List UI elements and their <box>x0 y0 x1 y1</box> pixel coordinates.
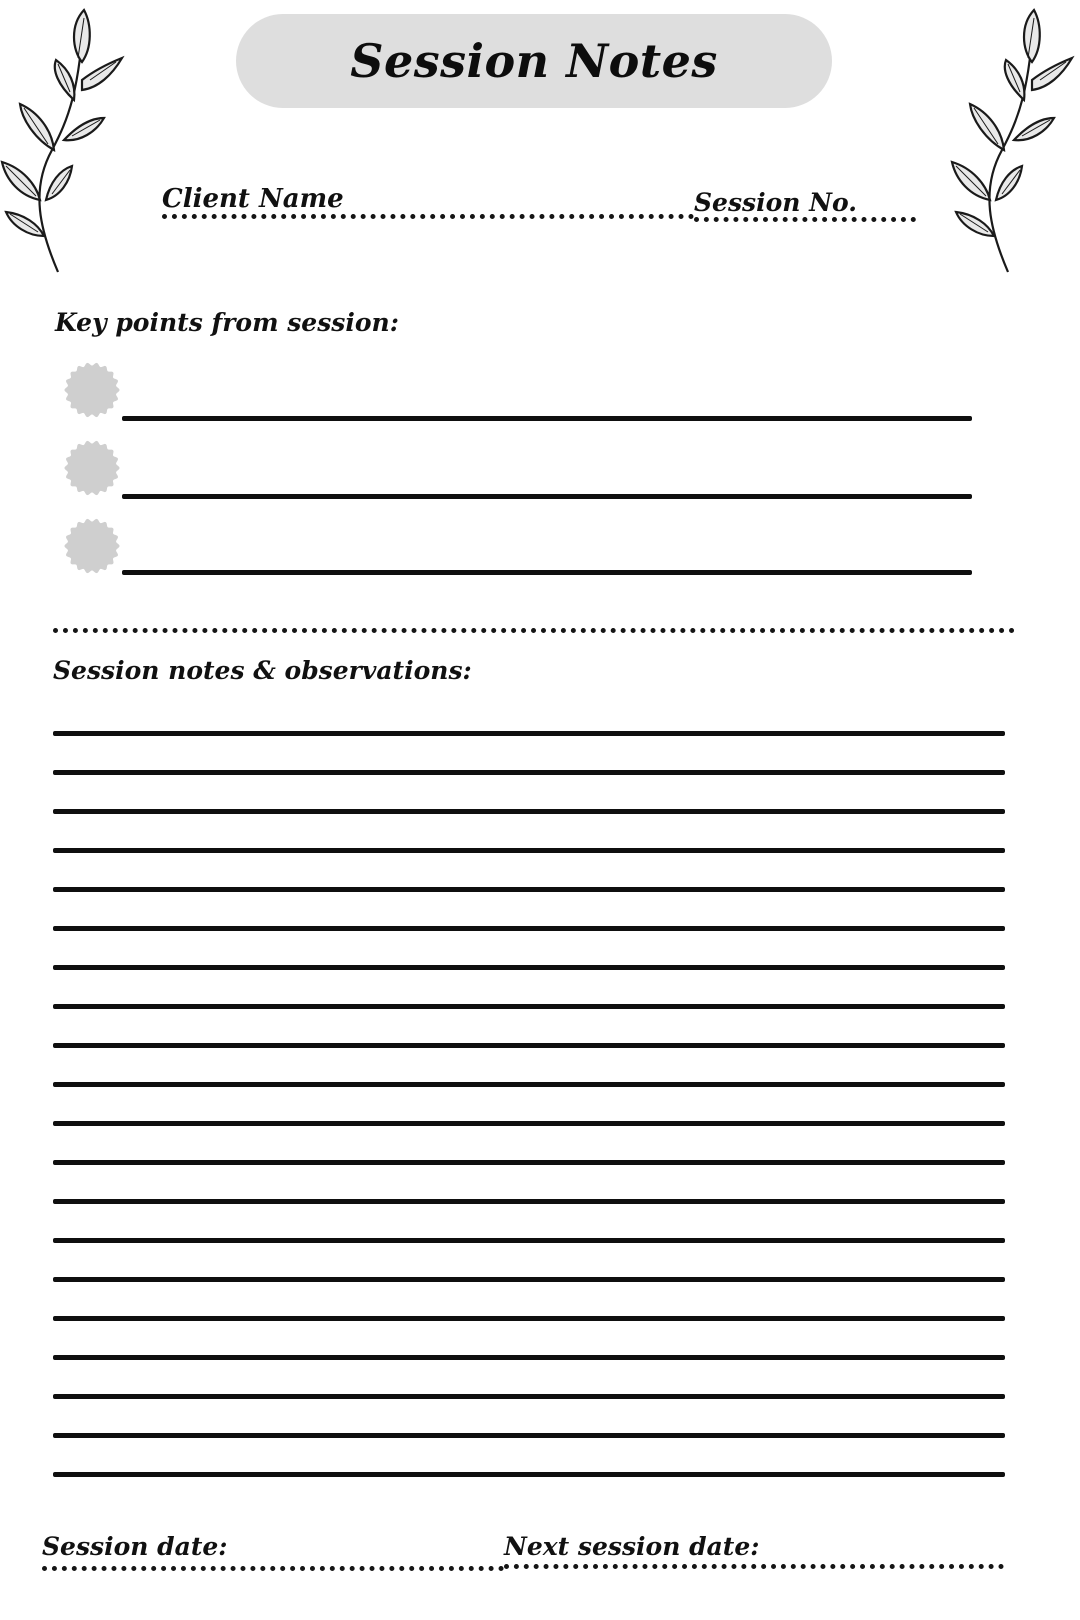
notes-line[interactable] <box>53 1316 1005 1321</box>
notes-line[interactable] <box>53 1121 1005 1126</box>
key-point-line[interactable] <box>122 494 972 499</box>
notes-line[interactable] <box>53 809 1005 814</box>
notes-line[interactable] <box>53 965 1005 970</box>
scalloped-badge-icon <box>64 440 120 496</box>
client-name-field[interactable] <box>162 214 694 219</box>
notes-line[interactable] <box>53 1160 1005 1165</box>
client-name-label: Client Name <box>162 184 344 214</box>
notes-line[interactable] <box>53 1238 1005 1243</box>
notes-line[interactable] <box>53 887 1005 892</box>
notes-line[interactable] <box>53 926 1005 931</box>
next-session-date-field[interactable] <box>504 1564 1004 1569</box>
title-banner <box>236 14 832 108</box>
notes-line[interactable] <box>53 1472 1005 1477</box>
notes-line[interactable] <box>53 731 1005 736</box>
notes-line[interactable] <box>53 770 1005 775</box>
notes-line[interactable] <box>53 1043 1005 1048</box>
key-point-line[interactable] <box>122 570 972 575</box>
key-point-line[interactable] <box>122 416 972 421</box>
notes-heading: Session notes & observations: <box>53 656 472 685</box>
notes-line[interactable] <box>53 1082 1005 1087</box>
leaf-sprig-icon-left <box>0 0 130 280</box>
scalloped-badge-icon <box>64 362 120 418</box>
scalloped-badge-icon <box>64 518 120 574</box>
leaf-sprig-icon-right <box>950 0 1080 280</box>
session-number-label: Session No. <box>694 188 857 217</box>
next-session-date-label: Next session date: <box>504 1532 760 1561</box>
notes-line[interactable] <box>53 1355 1005 1360</box>
notes-line[interactable] <box>53 1277 1005 1282</box>
notes-line[interactable] <box>53 848 1005 853</box>
key-points-heading: Key points from session: <box>55 308 399 337</box>
page-title: Session Notes <box>350 34 718 88</box>
notes-line[interactable] <box>53 1004 1005 1009</box>
session-number-field[interactable] <box>694 217 916 222</box>
notes-line[interactable] <box>53 1433 1005 1438</box>
session-date-field[interactable] <box>42 1566 504 1571</box>
notes-line[interactable] <box>53 1199 1005 1204</box>
notes-line[interactable] <box>53 1394 1005 1399</box>
session-date-label: Session date: <box>42 1532 228 1561</box>
section-divider <box>53 628 1015 633</box>
